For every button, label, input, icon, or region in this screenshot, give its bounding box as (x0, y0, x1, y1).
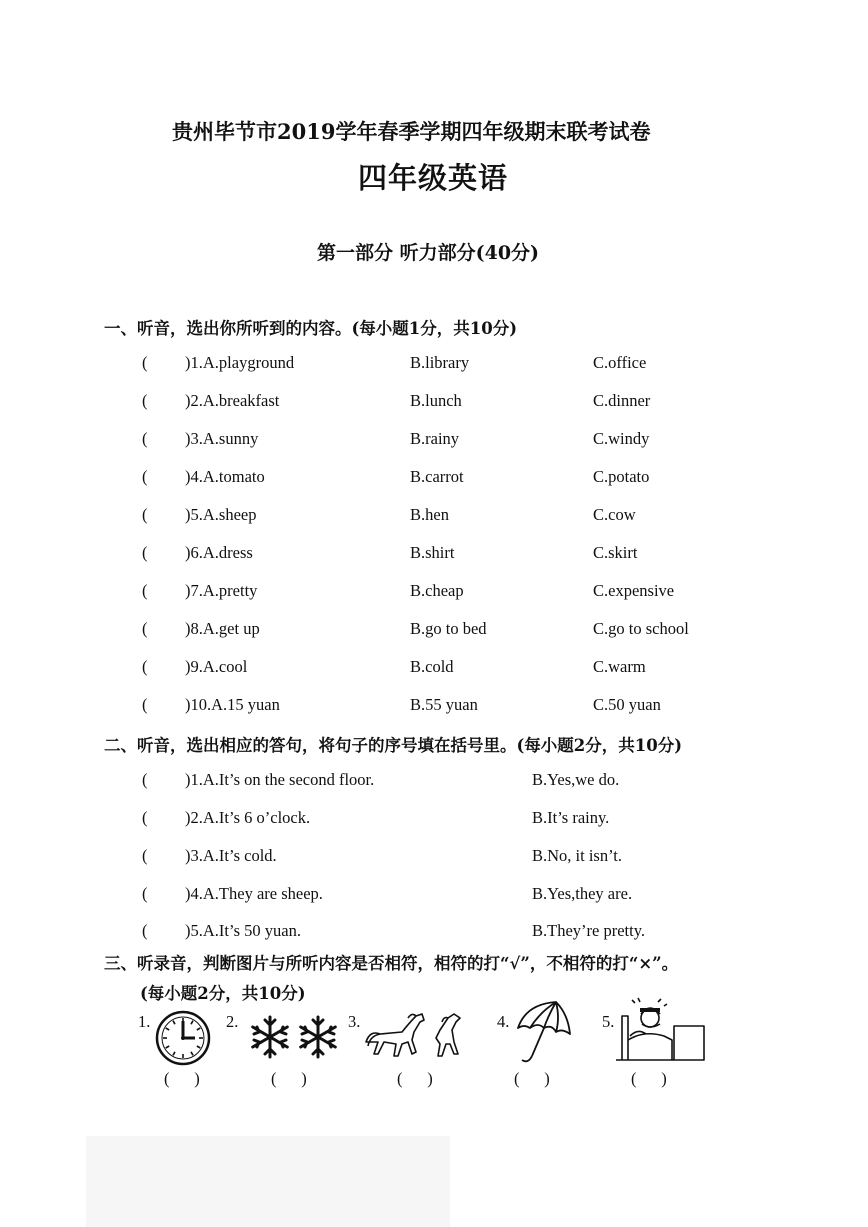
question-option-b: B.It’s rainy. (532, 808, 610, 827)
question-option-a: )4.A.They are sheep. (185, 884, 323, 903)
question-row (0, 657, 868, 681)
answer-paren[interactable]: ( ) (164, 1069, 200, 1088)
question-option-a: )8.A.get up (185, 619, 260, 638)
question-option-b: B.Yes,we do. (532, 770, 620, 789)
subject-title: 四年级英语 (358, 161, 509, 195)
question-option-c: C.warm (593, 657, 646, 676)
question-option-b: B.go to bed (410, 619, 487, 638)
part-title: 第一部分 听力部分(40分) (317, 242, 540, 264)
exam-title: 贵州毕节市2019学年春季学期四年级期末联考试卷 (172, 119, 651, 144)
section1-heading: 一、听音，选出你所听到的内容。(每小题1分，共10分) (104, 319, 518, 338)
question-row (0, 467, 868, 491)
answer-paren[interactable]: ( (142, 505, 148, 524)
question-option-c: C.windy (593, 429, 650, 448)
question-row (0, 695, 868, 719)
question-row (0, 353, 868, 377)
section3-subheading: (每小题2分，共10分) (140, 984, 306, 1003)
question-option-c: C.dinner (593, 391, 651, 410)
scan-shadow (86, 1136, 450, 1227)
question-row (0, 543, 868, 567)
answer-paren[interactable]: ( ) (397, 1069, 433, 1088)
question-option-a: )3.A.It’s cold. (185, 846, 277, 865)
question-option-a: )3.A.sunny (185, 429, 259, 448)
answer-paren[interactable]: ( ) (514, 1069, 550, 1088)
question-option-a: )6.A.dress (185, 543, 253, 562)
question-option-b: B.cold (410, 657, 454, 676)
clock-icon (154, 1010, 212, 1066)
question-option-c: C.50 yuan (593, 695, 661, 714)
question-option-b: B.cheap (410, 581, 464, 600)
question-row (0, 505, 868, 529)
answer-paren[interactable]: ( (142, 884, 148, 903)
question-option-b: B.No, it isn’t. (532, 846, 623, 865)
question-option-b: B.Yes,they are. (532, 884, 633, 903)
answer-paren[interactable]: ( ) (271, 1069, 307, 1088)
question-row (0, 429, 868, 453)
question-option-a: )2.A.It’s 6 o’clock. (185, 808, 311, 827)
answer-paren[interactable]: ( (142, 846, 148, 865)
section2-heading: 二、听音，选出相应的答句，将句子的序号填在括号里。(每小题2分，共10分) (104, 736, 683, 755)
answer-paren[interactable]: ( (142, 921, 148, 940)
question-option-b: B.library (410, 353, 470, 372)
question-row (0, 619, 868, 643)
question-option-c: C.cow (593, 505, 636, 524)
question-row (0, 884, 868, 908)
answer-paren[interactable]: ( (142, 543, 148, 562)
answer-paren[interactable]: ( (142, 657, 148, 676)
question-option-c: C.office (593, 353, 647, 372)
question-row (0, 808, 868, 832)
answer-paren[interactable]: ( (142, 429, 148, 448)
question-row (0, 770, 868, 794)
question-option-a: )5.A.sheep (185, 505, 257, 524)
umbrella-icon (512, 998, 574, 1068)
snowflake-icon (248, 1014, 340, 1060)
question-option-c: C.go to school (593, 619, 689, 638)
answer-paren[interactable]: ( (142, 695, 148, 714)
horse-icon (362, 1008, 480, 1064)
question-option-c: C.skirt (593, 543, 638, 562)
answer-paren[interactable]: ( (142, 770, 148, 789)
question-option-b: B.They’re pretty. (532, 921, 646, 940)
question-row (0, 846, 868, 870)
picture-number: 4. (497, 1012, 510, 1031)
sick-in-bed-icon (614, 996, 708, 1064)
question-option-a: )9.A.cool (185, 657, 248, 676)
question-option-b: B.shirt (410, 543, 455, 562)
question-option-a: )1.A.It’s on the second floor. (185, 770, 375, 789)
question-option-c: C.potato (593, 467, 650, 486)
question-row (0, 391, 868, 415)
picture-number: 5. (602, 1012, 615, 1031)
question-option-a: )5.A.It’s 50 yuan. (185, 921, 301, 940)
picture-number: 2. (226, 1012, 239, 1031)
question-option-a: )7.A.pretty (185, 581, 258, 600)
answer-paren[interactable]: ( (142, 391, 148, 410)
question-option-a: )10.A.15 yuan (185, 695, 280, 714)
question-option-b: B.55 yuan (410, 695, 478, 714)
answer-paren[interactable]: ( ) (631, 1069, 667, 1088)
answer-paren[interactable]: ( (142, 353, 148, 372)
question-row (0, 921, 868, 945)
question-option-b: B.carrot (410, 467, 464, 486)
answer-paren[interactable]: ( (142, 467, 148, 486)
question-option-a: )4.A.tomato (185, 467, 265, 486)
question-option-b: B.lunch (410, 391, 462, 410)
answer-paren[interactable]: ( (142, 619, 148, 638)
section3-heading: 三、听录音，判断图片与所听内容是否相符，相符的打“√”，不相符的打“×”。 (104, 954, 679, 973)
question-option-b: B.rainy (410, 429, 460, 448)
question-row (0, 581, 868, 605)
question-option-c: C.expensive (593, 581, 675, 600)
question-option-b: B.hen (410, 505, 449, 524)
picture-number: 1. (138, 1012, 151, 1031)
question-option-a: )2.A.breakfast (185, 391, 280, 410)
answer-paren[interactable]: ( (142, 581, 148, 600)
answer-paren[interactable]: ( (142, 808, 148, 827)
question-option-a: )1.A.playground (185, 353, 295, 372)
picture-number: 3. (348, 1012, 361, 1031)
